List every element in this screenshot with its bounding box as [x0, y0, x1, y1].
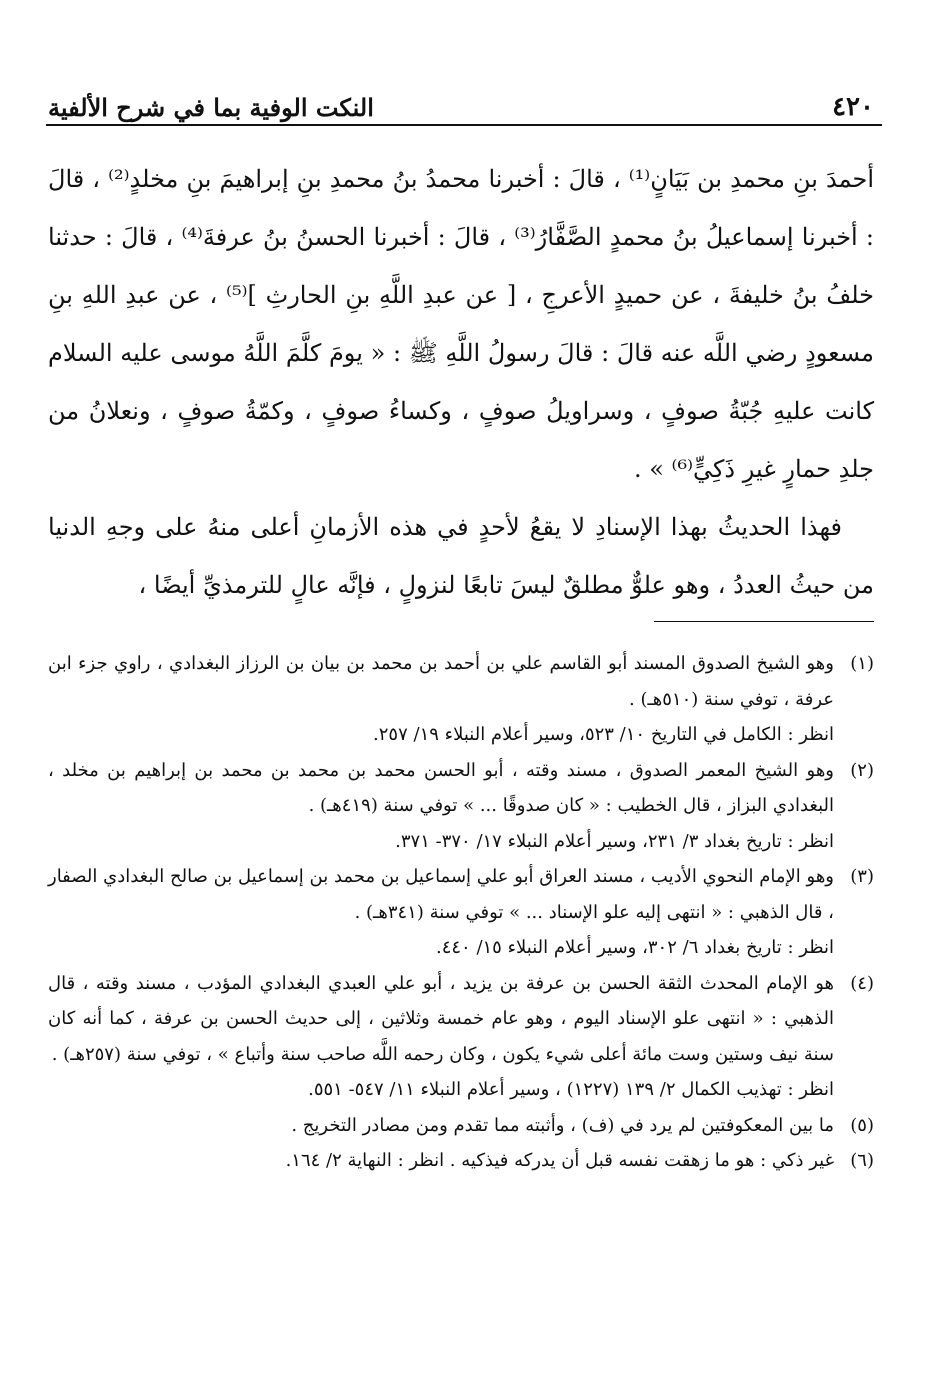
running-header [48, 78, 874, 122]
footnote-reference: انظر : تاريخ بغداد ٣/ ٢٣١، وسير أعلام النبلاء ١٧/ ٣٧٠- ٣٧١. [395, 830, 834, 852]
footnote-text: وهو الإمام النحوي الأديب ، مسند العراق أبو علي إسماعيل بن محمد بن إسماعيل بن صالح البغدادي الصفار ، قال الذهبي : « انتهى إليه علو الإسناد ... » توفي سنة (٣٤١هـ) . [48, 866, 834, 923]
footnote-reference: انظر : تهذيب الكمال ٢/ ١٣٩ (١٢٢٧) ، وسير أعلام النبلاء ١١/ ٥٤٧- ٥٥١. [308, 1079, 834, 1100]
footnote-text: وهو الشيخ المعمر الصدوق ، مسند وقته ، أبو الحسن محمد بن محمد بن محمد بن إبراهيم بن مخلد ، البغدادي البزاز ، قال الخطيب : « كان صدوقًا ... » توفي سنة (٤١٩هـ) . [48, 759, 835, 816]
body-paragraph: أحمدَ بنِ محمدِ بن بَيَانٍ⁽¹⁾ ، قالَ : أخبرنا محمدُ بنُ محمدِ بنِ إبراهيمَ بنِ مخلدٍ⁽²⁾ ، قالَ : أخبرنا إسماعيلُ بنُ محمدٍ الصَّفَّارُ⁽³⁾ ، قالَ : أخبرنا الحسنُ بنُ عرفةَ⁽⁴⁾ ، قالَ : حدثنا خلفُ بنُ خليفةَ ، عن حميدٍ الأعرجِ ، [ عن عبدِ اللَّهِ بنِ الحارثِ ]⁽⁵⁾ ، عن عبدِ اللهِ بنِ مسعودٍ رضي اللَّه عنه قالَ : قالَ رسولُ اللَّهِ ﷺ : « يومَ كلَّمَ اللَّهُ موسى عليه السلام كانت عليهِ جُبّةُ صوفٍ ، وسراويلُ صوفٍ ، وكساءُ صوفٍ ، وكمّةُ صوفٍ ، ونعلانُ من جلدِ حمارٍ غيرِ ذَكِيٍّ⁽⁶⁾ » . [48, 165, 875, 483]
footnote-number: (٥) [850, 1114, 874, 1136]
footnote-text: غير ذكي : هو ما زهقت نفسه قبل أن يدركه فيذكيه . انظر : النهاية ٢/ ١٦٤. [285, 1150, 834, 1171]
footnote-1 [48, 646, 874, 753]
footnote-reference: انظر : الكامل في التاريخ ١٠/ ٥٢٣، وسير أعلام النبلاء ١٩/ ٢٥٧. [373, 724, 834, 745]
footnote-text: وهو الشيخ الصدوق المسند أبو القاسم علي بن أحمد بن محمد بن بيان بن الرزاز البغدادي ، راوي جزء ابن عرفة ، توفي سنة (٥١٠هـ) . [48, 653, 834, 710]
footnote-separator [654, 621, 874, 622]
footnote-number: (٣) [850, 866, 874, 887]
main-text [48, 150, 874, 614]
page-number: ٤٢٠ [832, 92, 874, 122]
footnote-number: (١) [850, 653, 874, 674]
footnotes [48, 646, 874, 1179]
footnote-2 [48, 753, 874, 860]
footnote-4 [48, 966, 874, 1108]
footnote-5 [48, 1108, 874, 1144]
footnote-text: ما بين المعكوفتين لم يرد في (ف) ، وأثبته مما تقدم ومن مصادر التخريج . [291, 1114, 834, 1136]
body-paragraph: فهذا الحديثُ بهذا الإسنادِ لا يقعُ لأحدٍ في هذه الأزمانِ أعلى منهُ على وجهِ الدنيا من حيثُ العددُ ، وهو علوٌّ مطلقٌ ليسَ تابعًا لنزولٍ ، فإنَّه عالٍ للترمذيِّ أيضًا ، [48, 513, 874, 599]
footnote-number: (٢) [850, 759, 874, 781]
footnote-number: (٤) [850, 972, 874, 994]
footnote-3 [48, 859, 874, 966]
header-rule [46, 124, 882, 126]
footnote-reference: انظر : تاريخ بغداد ٦/ ٣٠٢، وسير أعلام النبلاء ١٥/ ٤٤٠. [435, 937, 834, 958]
running-title: النكت الوفية بما في شرح الألفية [48, 93, 374, 122]
footnote-6 [48, 1143, 874, 1179]
footnote-number: (٦) [850, 1150, 874, 1171]
footnote-text: هو الإمام المحدث الثقة الحسن بن عرفة بن يزيد ، أبو علي العبدي البغدادي المؤدب ، مسند وقته ، قال الذهبي : « انتهى علو الإسناد اليوم ، وهو عام خمسة وثلاثين ، إلى حديث الحسن بن عرفة ، كما أنه كان سنة نيف وستين وست مائة أعلى شيء يكون ، وكان رحمه اللَّه صاحب سنة وأتباع » ، توفي سنة (٢٥٧هـ) . [48, 972, 834, 1065]
